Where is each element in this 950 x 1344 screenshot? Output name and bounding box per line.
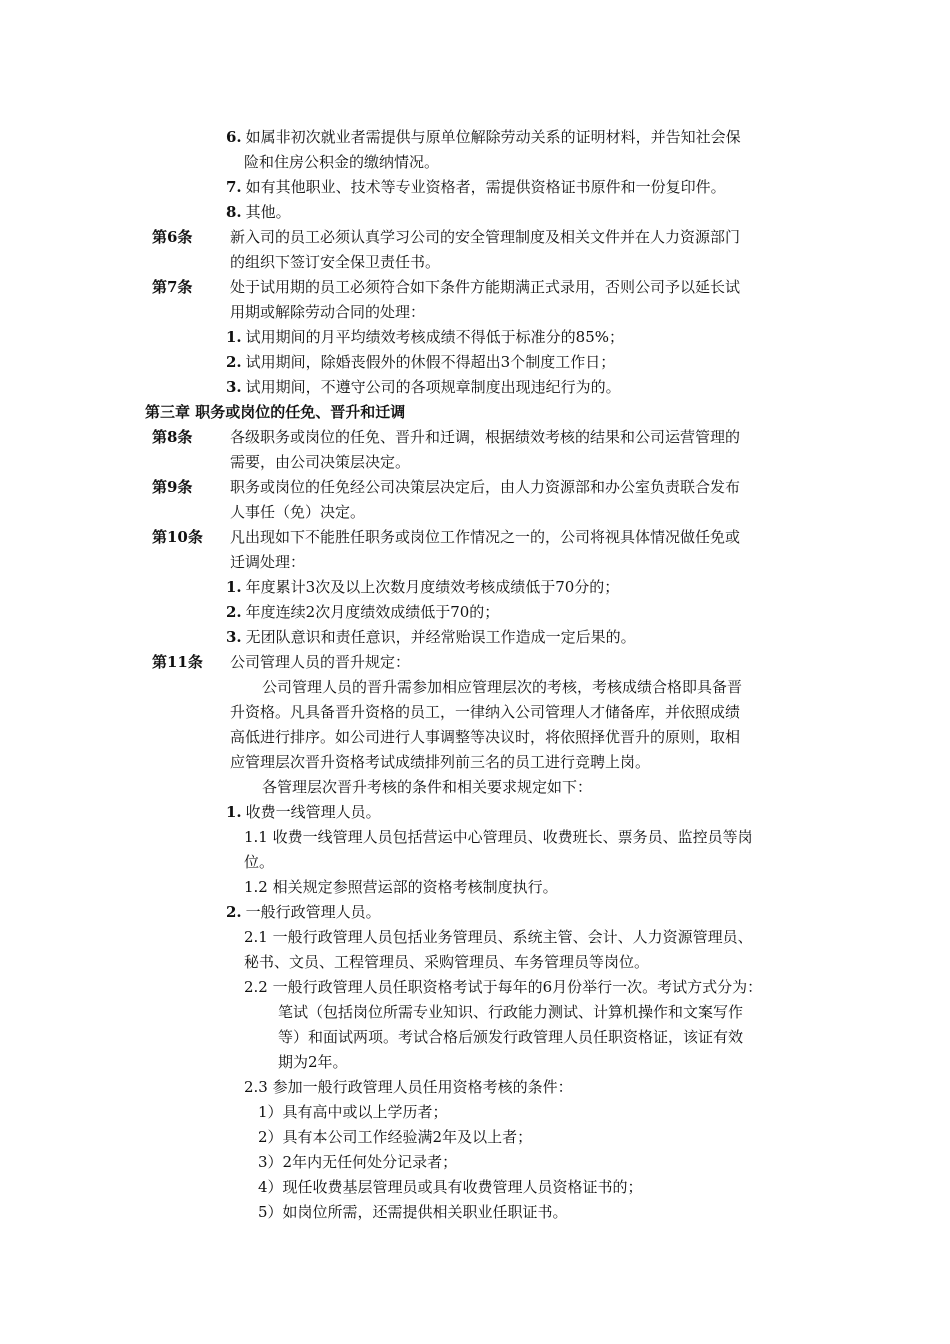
article-text: 用期或解除劳动合同的处理： xyxy=(230,303,426,321)
list-item xyxy=(226,325,624,349)
paragraph-line: 应管理层次晋升资格考试成绩排列前三名的员工进行竞聘上岗。 xyxy=(230,753,651,771)
item-text: 试用期间的月平均绩效考核成绩不得低于标准分的85%； xyxy=(245,328,625,346)
condition-item: 2）具有本公司工作经验满2年及以上者； xyxy=(258,1128,533,1146)
list-item xyxy=(226,575,619,599)
item-text: 试用期间，不遵守公司的各项规章制度出现违纪行为的。 xyxy=(245,378,621,396)
list-item xyxy=(226,175,726,199)
item-number: 1. xyxy=(226,578,242,596)
sub-item: 2.3 参加一般行政管理人员任用资格考核的条件： xyxy=(244,1078,573,1096)
list-item xyxy=(226,900,381,924)
item-number: 8. xyxy=(226,203,242,221)
sub-item: 1.2 相关规定参照营运部的资格考核制度执行。 xyxy=(244,878,558,896)
item-text-continued: 险和住房公积金的缴纳情况。 xyxy=(244,153,440,171)
item-text: 收费一线管理人员。 xyxy=(245,803,381,821)
paragraph-line: 高低进行排序。如公司进行人事调整等决议时，将依照择优晋升的原则，取相 xyxy=(230,728,741,746)
item-number: 7. xyxy=(226,178,242,196)
item-text: 年度连续2次月度绩效成绩低于70的； xyxy=(245,603,500,621)
article-text: 人事任（免）决定。 xyxy=(230,503,366,521)
article-text: 各级职务或岗位的任免、晋升和迁调，根据绩效考核的结果和公司运营管理的 xyxy=(230,428,741,446)
article-label: 第9条 xyxy=(152,478,193,496)
condition-item: 3）2年内无任何处分记录者； xyxy=(258,1153,458,1171)
article-text: 凡出现如下不能胜任职务或岗位工作情况之一的，公司将视具体情况做任免或 xyxy=(230,528,741,546)
list-item xyxy=(226,200,291,224)
item-number: 2. xyxy=(226,903,242,921)
condition-item: 5）如岗位所需，还需提供相关职业任职证书。 xyxy=(258,1203,568,1221)
article-text: 需要，由公司决策层决定。 xyxy=(230,453,411,471)
paragraph-line: 各管理层次晋升考核的条件和相关要求规定如下： xyxy=(262,778,593,796)
sub-item-continued: 秘书、文员、工程管理员、采购管理员、车务管理员等岗位。 xyxy=(244,953,650,971)
list-item xyxy=(226,125,741,149)
sub-item-continued: 期为2年。 xyxy=(278,1053,348,1071)
article-label: 第10条 xyxy=(152,528,203,546)
item-number: 6. xyxy=(226,128,242,146)
item-number: 1. xyxy=(226,803,242,821)
item-number: 3. xyxy=(226,628,242,646)
condition-item: 4）现任收费基层管理员或具有收费管理人员资格证书的； xyxy=(258,1178,643,1196)
item-number: 3. xyxy=(226,378,242,396)
sub-item: 1.1 收费一线管理人员包括营运中心管理员、收费班长、票务员、监控员等岗 xyxy=(244,828,753,846)
sub-item-continued: 笔试（包括岗位所需专业知识、行政能力测试、计算机操作和文案写作 xyxy=(278,1003,744,1021)
article-text: 处于试用期的员工必须符合如下条件方能期满正式录用，否则公司予以延长试 xyxy=(230,278,741,296)
article-label: 第6条 xyxy=(152,228,193,246)
item-text: 其他。 xyxy=(245,203,291,221)
condition-item: 1）具有高中或以上学历者； xyxy=(258,1103,448,1121)
item-text: 年度累计3次及以上次数月度绩效考核成绩低于70分的； xyxy=(245,578,620,596)
article-text: 新入司的员工必须认真学习公司的安全管理制度及相关文件并在人力资源部门 xyxy=(230,228,741,246)
article-label: 第8条 xyxy=(152,428,193,446)
item-text: 如属非初次就业者需提供与原单位解除劳动关系的证明材料，并告知社会保 xyxy=(245,128,741,146)
item-number: 2. xyxy=(226,603,242,621)
article-text: 的组织下签订安全保卫责任书。 xyxy=(230,253,441,271)
list-item xyxy=(226,375,621,399)
list-item xyxy=(226,350,615,374)
sub-item: 2.2 一般行政管理人员任职资格考试于每年的6月份举行一次。考试方式分为： xyxy=(244,978,763,996)
list-item xyxy=(226,800,381,824)
article-text: 职务或岗位的任免经公司决策层决定后，由人力资源部和办公室负责联合发布 xyxy=(230,478,741,496)
paragraph-line: 公司管理人员的晋升需参加相应管理层次的考核，考核成绩合格即具备晋 xyxy=(262,678,743,696)
item-text: 一般行政管理人员。 xyxy=(245,903,381,921)
item-number: 2. xyxy=(226,353,242,371)
item-text: 如有其他职业、技术等专业资格者，需提供资格证书原件和一份复印件。 xyxy=(245,178,726,196)
list-item xyxy=(226,600,499,624)
article-text: 公司管理人员的晋升规定： xyxy=(230,653,411,671)
sub-item-continued: 位。 xyxy=(244,853,275,871)
chapter-heading: 第三章 职务或岗位的任免、晋升和迁调 xyxy=(145,403,406,421)
item-text: 无团队意识和责任意识，并经常贻误工作造成一定后果的。 xyxy=(245,628,636,646)
article-label: 第7条 xyxy=(152,278,193,296)
item-text: 试用期间，除婚丧假外的休假不得超出3个制度工作日； xyxy=(245,353,616,371)
article-label: 第11条 xyxy=(152,653,203,671)
article-text: 迁调处理： xyxy=(230,553,306,571)
paragraph-line: 升资格。凡具备晋升资格的员工，一律纳入公司管理人才储备库，并依照成绩 xyxy=(230,703,741,721)
item-number: 1. xyxy=(226,328,242,346)
sub-item: 2.1 一般行政管理人员包括业务管理员、系统主管、会计、人力资源管理员、 xyxy=(244,928,753,946)
list-item xyxy=(226,625,636,649)
sub-item-continued: 等）和面试两项。考试合格后颁发行政管理人员任职资格证，该证有效 xyxy=(278,1028,744,1046)
